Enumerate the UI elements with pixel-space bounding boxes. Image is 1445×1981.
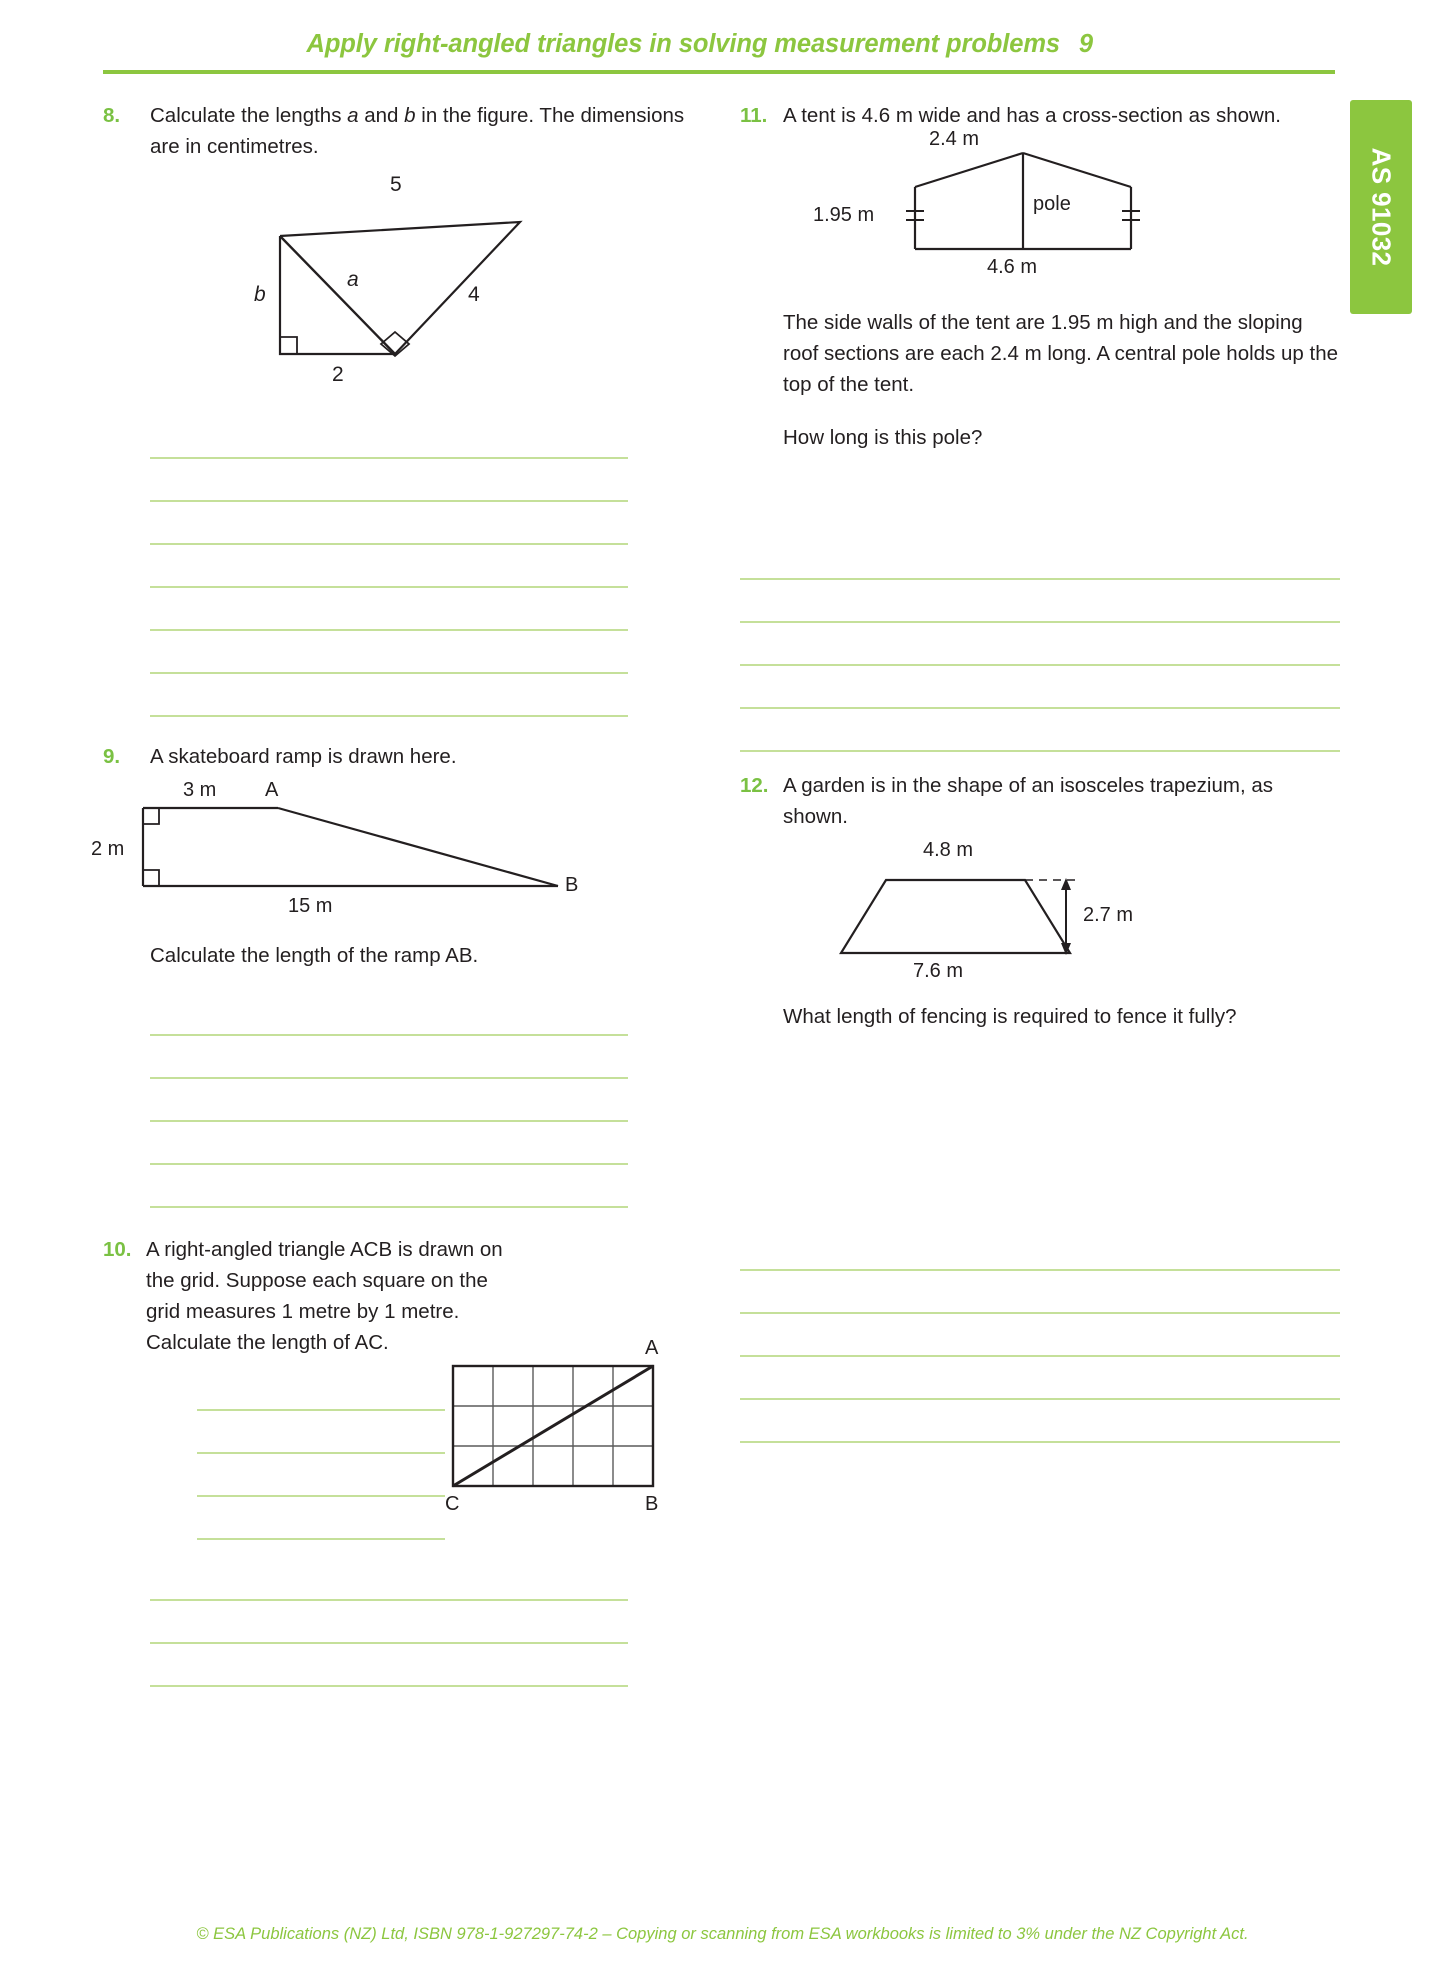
q11-label-pole: pole bbox=[1033, 193, 1071, 215]
question-12-figure bbox=[783, 839, 1323, 983]
answer-line[interactable] bbox=[740, 709, 1340, 752]
question-10-text: A right-angled triangle ACB is drawn on the grid. Suppose each square on the grid measures 1 metre by 1 metre. Calculate the length of AC. bbox=[146, 1238, 503, 1354]
question-11-body-1: The side walls of the tent are 1.95 m high and the sloping roof sections are each 2.4 m long. A central pole holds up the top of the tent. bbox=[783, 311, 1338, 396]
q12-label-height: 2.7 m bbox=[1083, 904, 1134, 926]
question-11-header bbox=[740, 100, 1340, 131]
answer-line[interactable] bbox=[150, 1601, 628, 1644]
q11-label-roof: 2.4 m bbox=[929, 128, 980, 150]
q9-figure-svg bbox=[103, 786, 623, 916]
page-number: 9 bbox=[1078, 30, 1093, 58]
answer-line[interactable] bbox=[150, 674, 628, 717]
q11-label-wall: 1.95 m bbox=[813, 204, 875, 226]
answer-line[interactable] bbox=[197, 1368, 445, 1411]
answer-line[interactable] bbox=[150, 545, 628, 588]
question-11-body-2: How long is this pole? bbox=[783, 426, 983, 449]
question-11-text: A tent is 4.6 m wide and has a cross-section as shown. bbox=[783, 104, 1281, 127]
q12-label-top: 4.8 m bbox=[923, 839, 974, 861]
header-rule bbox=[103, 70, 1335, 74]
q8-var-a: a bbox=[347, 104, 359, 127]
question-8 bbox=[103, 100, 703, 717]
answer-line[interactable] bbox=[197, 1411, 445, 1454]
answer-line[interactable] bbox=[740, 1400, 1340, 1443]
q9-vertex-a: A bbox=[265, 779, 279, 801]
answer-line[interactable] bbox=[150, 1558, 628, 1601]
question-10-answer-lines-short[interactable] bbox=[197, 1368, 445, 1540]
question-9 bbox=[91, 741, 703, 1208]
question-8-figure bbox=[150, 173, 550, 386]
question-8-number: 8. bbox=[103, 104, 121, 127]
answer-line[interactable] bbox=[197, 1454, 445, 1497]
q12-trapezium-svg bbox=[783, 848, 1323, 983]
page-header bbox=[0, 0, 1445, 78]
q8-label-2: 2 bbox=[332, 363, 344, 386]
question-8-answer-lines[interactable] bbox=[150, 416, 628, 717]
question-9-answer-lines[interactable] bbox=[150, 993, 628, 1208]
question-11 bbox=[740, 100, 1340, 752]
answer-line[interactable] bbox=[150, 1165, 628, 1208]
question-12-text: A garden is in the shape of an isosceles trapezium, as shown. bbox=[783, 774, 1274, 828]
answer-line[interactable] bbox=[740, 1357, 1340, 1400]
answer-line[interactable] bbox=[150, 631, 628, 674]
question-9-figure bbox=[91, 779, 623, 917]
left-column bbox=[91, 100, 703, 1687]
answer-line[interactable] bbox=[740, 623, 1340, 666]
question-9-number: 9. bbox=[103, 745, 121, 768]
question-12-prompt: What length of fencing is required to fence it fully? bbox=[783, 1005, 1237, 1028]
q8-label-b: b bbox=[254, 283, 266, 306]
standard-code-tab bbox=[1350, 100, 1412, 314]
q8-label-5: 5 bbox=[390, 173, 402, 196]
answer-line[interactable] bbox=[150, 1644, 628, 1687]
question-9-header bbox=[103, 741, 703, 772]
q9-vertex-b: B bbox=[565, 874, 579, 896]
question-10-header bbox=[103, 1234, 703, 1358]
answer-line[interactable] bbox=[740, 1314, 1340, 1357]
header-title: Apply right-angled triangles in solving measurement problems bbox=[306, 30, 1060, 58]
answer-line[interactable] bbox=[740, 1228, 1340, 1271]
answer-line[interactable] bbox=[740, 666, 1340, 709]
q8-var-b: b bbox=[404, 104, 416, 127]
q9-label-left: 2 m bbox=[91, 838, 125, 860]
answer-line[interactable] bbox=[150, 1079, 628, 1122]
question-9-prompt: Calculate the length of the ramp AB. bbox=[150, 944, 479, 967]
answer-line[interactable] bbox=[150, 1122, 628, 1165]
question-10 bbox=[103, 1234, 703, 1687]
question-8-text bbox=[150, 100, 703, 162]
answer-line[interactable] bbox=[150, 588, 628, 631]
question-10-number: 10. bbox=[103, 1238, 132, 1261]
question-12 bbox=[740, 770, 1340, 1443]
q8-label-a: a bbox=[347, 268, 359, 291]
answer-line[interactable] bbox=[197, 1497, 445, 1540]
question-10-row bbox=[103, 1337, 703, 1558]
answer-line[interactable] bbox=[740, 537, 1340, 580]
question-8-header bbox=[103, 100, 703, 162]
q8-figure-svg bbox=[150, 174, 550, 359]
question-11-number: 11. bbox=[740, 104, 768, 127]
question-12-answer-lines[interactable] bbox=[740, 1228, 1340, 1443]
answer-line[interactable] bbox=[150, 993, 628, 1036]
question-12-header bbox=[740, 770, 1340, 832]
q8-label-4: 4 bbox=[468, 283, 480, 306]
answer-line[interactable] bbox=[150, 459, 628, 502]
q9-label-bottom: 15 m bbox=[288, 895, 333, 917]
q10-grid-svg bbox=[423, 1346, 683, 1531]
q10-vertex-a: A bbox=[645, 1337, 659, 1359]
question-9-text: A skateboard ramp is drawn here. bbox=[150, 745, 457, 768]
copyright-text: © ESA Publications (NZ) Ltd, ISBN 978-1-927297-74-2 – Copying or scanning from ESA workbooks is limited to 3% under the NZ Copyright Act. bbox=[196, 1925, 1249, 1943]
q8-text-a: Calculate the lengths bbox=[150, 104, 348, 127]
q8-text-b: and bbox=[358, 104, 405, 127]
q12-label-bottom: 7.6 m bbox=[913, 960, 964, 982]
q8-text-c: in the figure. The dimensions are in centimetres. bbox=[150, 104, 685, 158]
question-10-figure bbox=[423, 1337, 683, 1531]
answer-line[interactable] bbox=[150, 1036, 628, 1079]
q10-vertex-b: B bbox=[645, 1493, 659, 1515]
question-12-number: 12. bbox=[740, 774, 769, 797]
question-10-answer-lines-full[interactable] bbox=[150, 1558, 628, 1687]
page-footer bbox=[0, 1925, 1445, 1944]
answer-line[interactable] bbox=[740, 1271, 1340, 1314]
answer-line[interactable] bbox=[150, 416, 628, 459]
right-column bbox=[740, 100, 1340, 1443]
question-11-answer-lines[interactable] bbox=[740, 537, 1340, 752]
q11-label-base: 4.6 m bbox=[987, 256, 1038, 278]
answer-line[interactable] bbox=[150, 502, 628, 545]
q9-label-top: 3 m bbox=[183, 779, 217, 801]
q10-vertex-c: C bbox=[445, 1493, 460, 1515]
standard-code-label: AS 91032 bbox=[1366, 147, 1397, 267]
answer-line[interactable] bbox=[740, 580, 1340, 623]
question-11-figure bbox=[783, 128, 1340, 278]
